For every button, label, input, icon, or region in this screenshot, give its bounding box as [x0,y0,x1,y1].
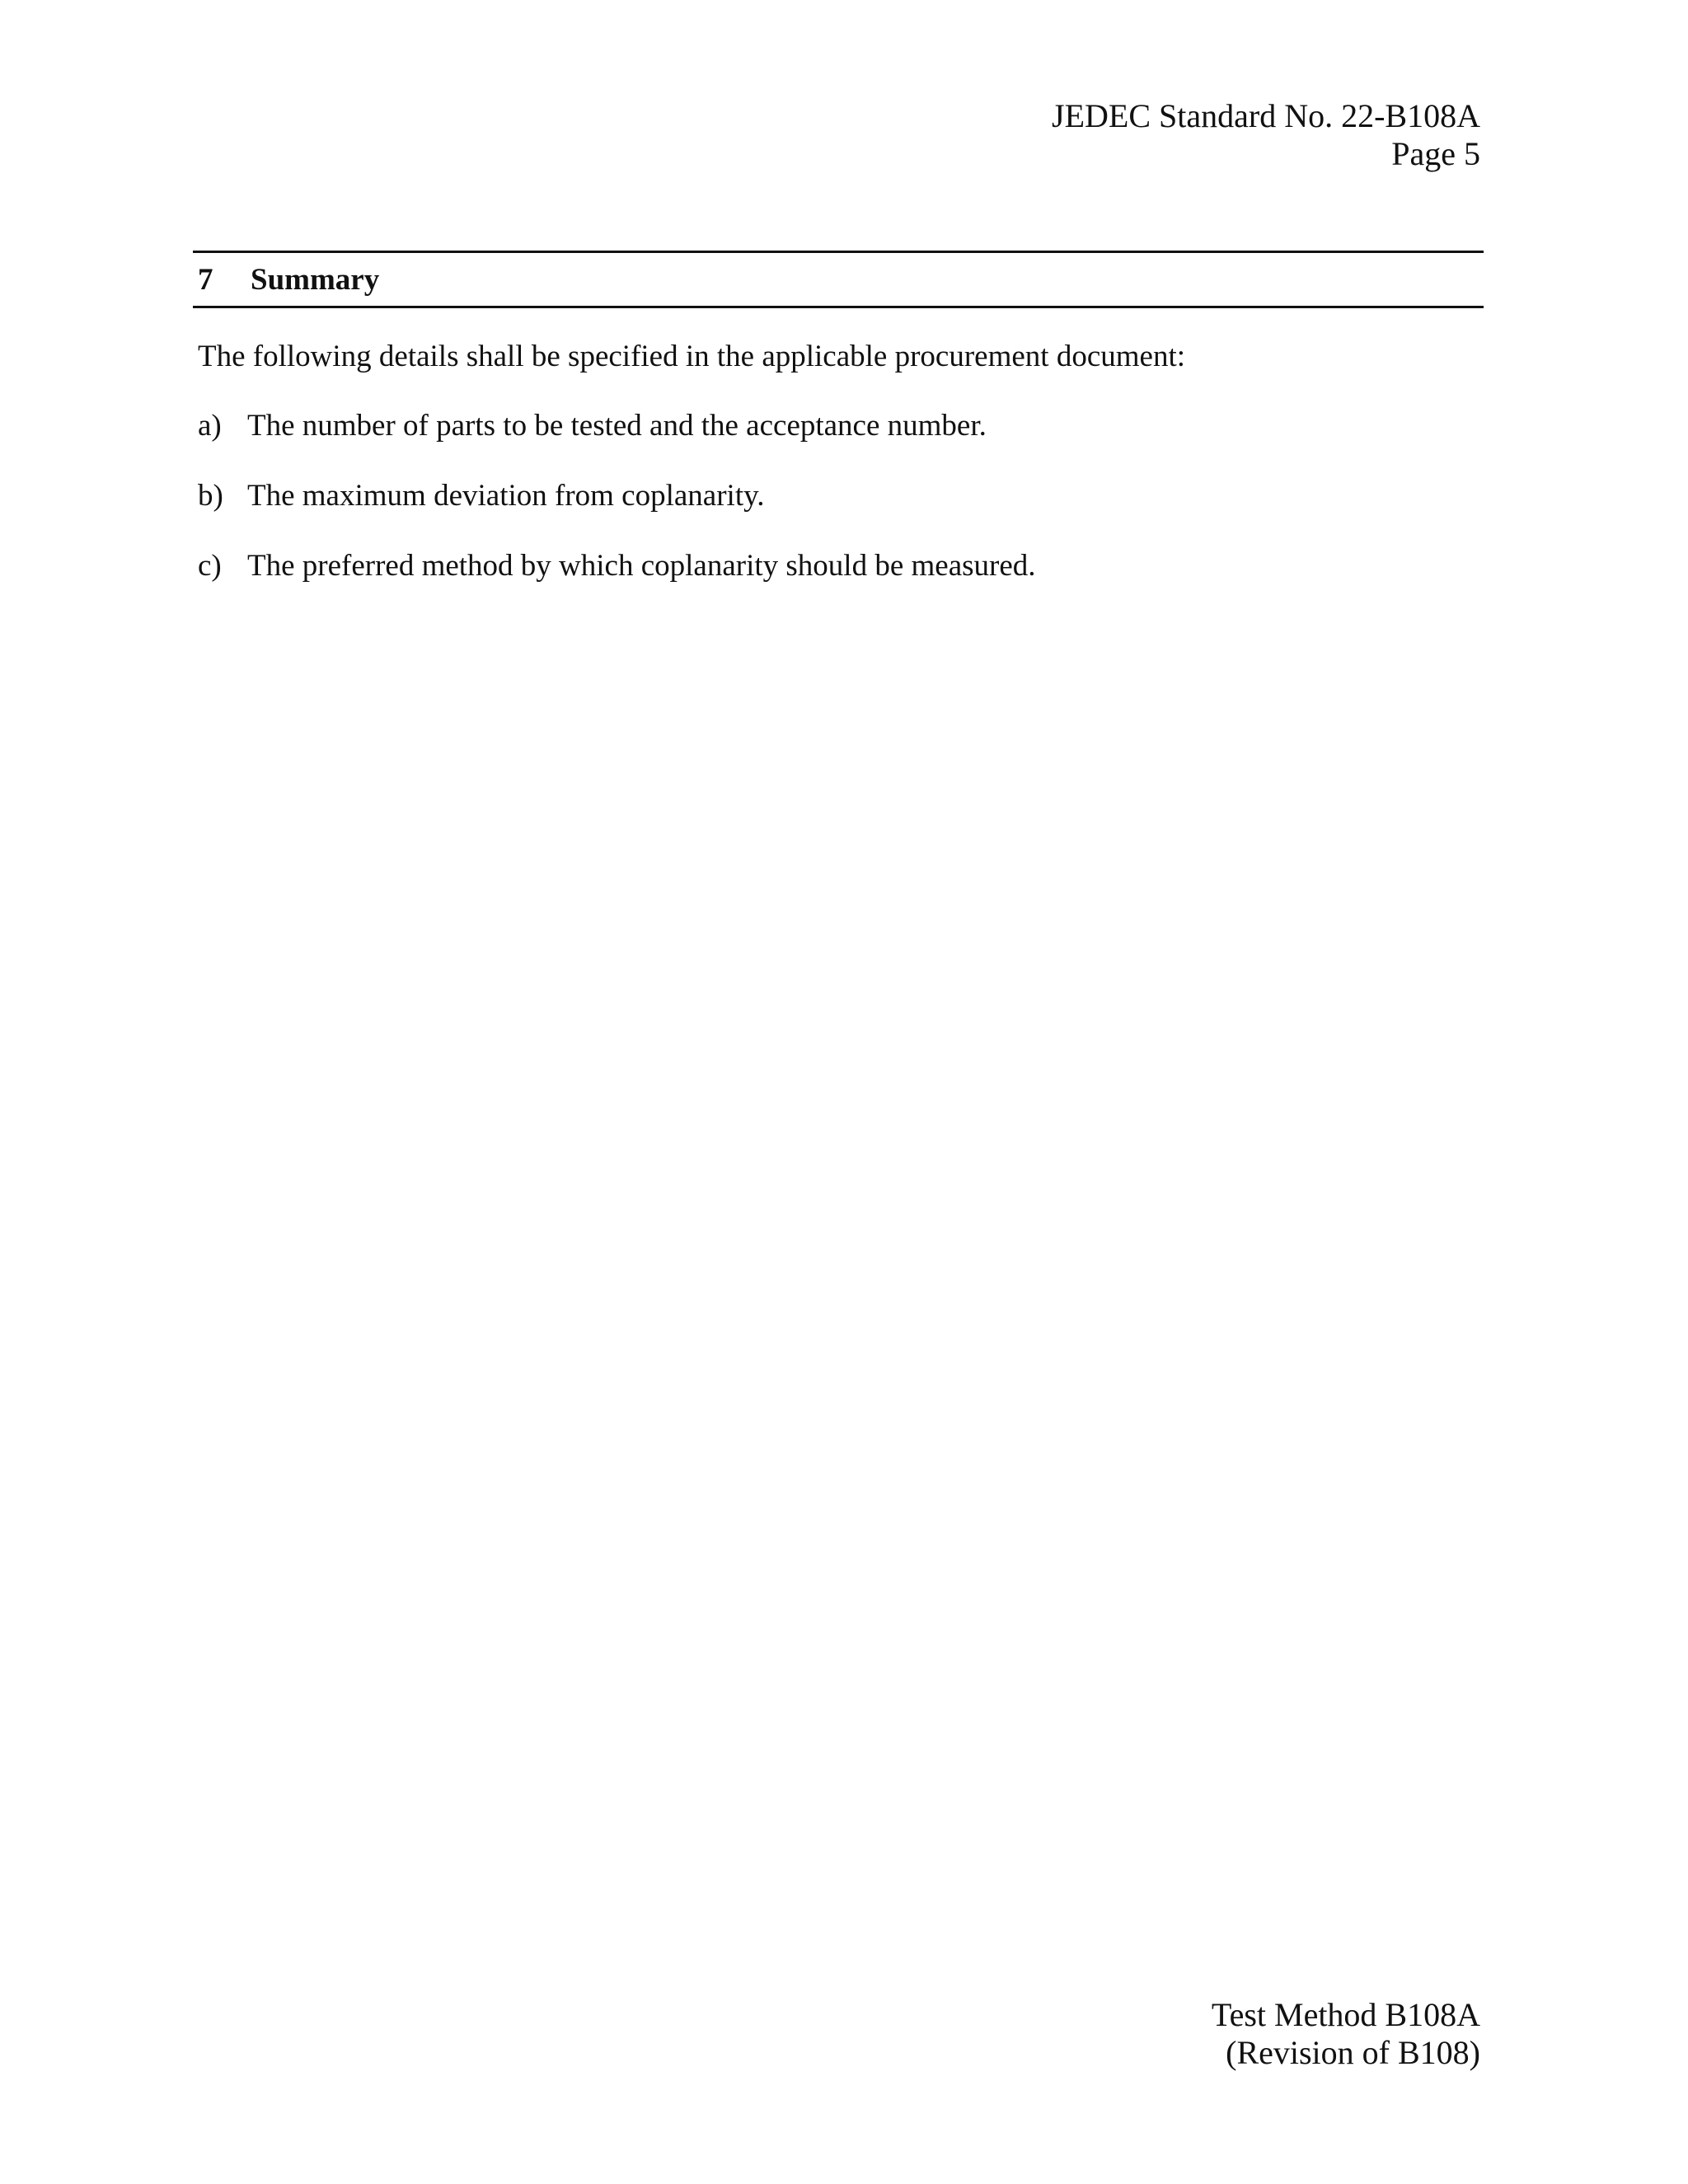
list-item [198,547,1036,585]
revision-note: (Revision of B108) [1226,2034,1480,2071]
list-item-text: The maximum deviation from coplanarity. [247,479,765,513]
page-footer [1212,1996,1480,2072]
requirements-list [198,407,1036,617]
list-item-text: The preferred method by which coplanarity should be measured. [247,549,1036,583]
list-item-text: The number of parts to be tested and the acceptance number. [247,409,987,443]
list-item [198,477,1036,515]
section-summary [193,251,1484,308]
standard-number: JEDEC Standard No. 22-B108A [1052,97,1480,134]
list-marker: a) [198,409,222,443]
list-marker: b) [198,479,223,513]
page-number: Page 5 [1391,135,1480,172]
section-heading [193,251,1484,308]
list-marker: c) [198,549,222,583]
list-item [198,407,1036,445]
intro-paragraph: The following details shall be specified in the applicable procurement document: [198,340,1186,373]
section-number: 7 [198,262,213,297]
page-header [1052,97,1480,173]
test-method: Test Method B108A [1211,1996,1480,2033]
section-title: Summary [251,262,380,297]
